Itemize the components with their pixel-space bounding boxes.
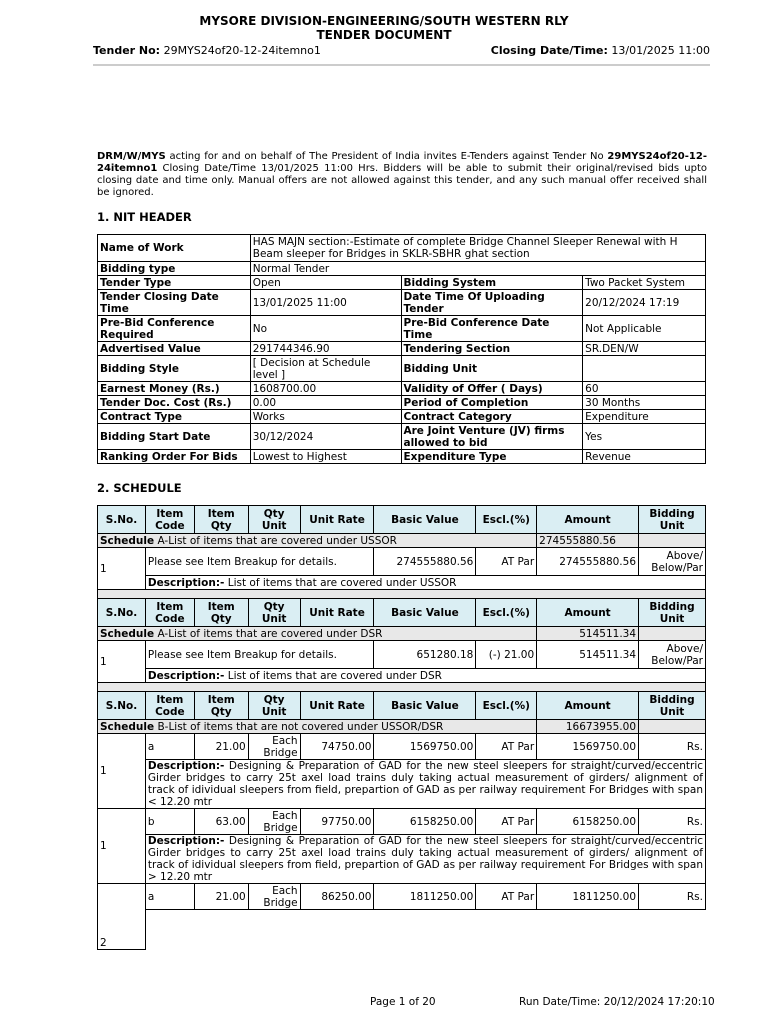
item-amount: 6158250.00	[537, 809, 639, 835]
schedule-blank	[639, 627, 706, 641]
nit-key: Tender Type	[98, 276, 251, 290]
col-header: Amount	[537, 506, 639, 534]
nit-key: Pre-Bid Conference Date Time	[401, 316, 583, 342]
item-escl: AT Par	[476, 809, 537, 835]
item-basic-value: 1569750.00	[374, 734, 476, 760]
tender-no-label: Tender No:	[93, 44, 161, 57]
item-row	[98, 809, 706, 835]
nit-key: Name of Work	[98, 235, 251, 262]
col-header: Escl.(%)	[476, 506, 537, 534]
nit-row	[98, 382, 706, 396]
schedule-row	[98, 720, 706, 734]
item-description	[145, 576, 705, 590]
item-code: Please see Item Breakup for details.	[145, 641, 374, 669]
item-row	[98, 641, 706, 669]
item-description	[145, 669, 705, 683]
nit-row	[98, 396, 706, 410]
schedule-blank	[639, 720, 706, 734]
intro-text-1: acting for and on behalf of The President of India invites E-Tenders against Tender No	[165, 151, 608, 162]
col-header: Basic Value	[374, 692, 476, 720]
item-description	[145, 760, 705, 809]
nit-value: Lowest to Highest	[250, 450, 401, 464]
nit-key: Bidding Unit	[401, 356, 583, 382]
col-header: Item Qty	[194, 506, 248, 534]
nit-row	[98, 316, 706, 342]
item-unit-rate: 74750.00	[300, 734, 374, 760]
schedule-header-row	[98, 692, 706, 720]
col-header: Qty Unit	[248, 506, 300, 534]
description-label: Description:-	[147, 760, 225, 772]
item-unit-rate: 97750.00	[300, 809, 374, 835]
item-bidding-unit: Rs.	[639, 734, 706, 760]
nit-key: Date Time Of Uploading Tender	[401, 290, 583, 316]
nit-key: Bidding Start Date	[98, 424, 251, 450]
schedule-header-row	[98, 506, 706, 534]
nit-value: Expenditure	[583, 410, 706, 424]
intro-text-2: Closing Date/Time 13/01/2025 11:00 Hrs. Bidders will be able to submit their original/revised bids upto closing date and time only. Manual offers are not allowed against this tender, and any such manual offer received shall be ignored.	[97, 163, 707, 198]
schedule-table	[97, 505, 706, 950]
schedule-title	[98, 720, 537, 734]
nit-row	[98, 410, 706, 424]
nit-key: Expenditure Type	[401, 450, 583, 464]
nit-key: Bidding Style	[98, 356, 251, 382]
item-qty: 21.00	[194, 884, 248, 910]
nit-key: Validity of Offer ( Days)	[401, 382, 583, 396]
tender-info-line	[93, 44, 710, 57]
col-header: Qty Unit	[248, 692, 300, 720]
item-amount: 514511.34	[537, 641, 639, 669]
block-gap	[98, 683, 706, 692]
description-label: Description:-	[147, 576, 225, 589]
col-header: Item Code	[145, 599, 194, 627]
item-escl: AT Par	[476, 548, 537, 576]
item-code: a	[145, 884, 194, 910]
schedule-amount: 16673955.00	[537, 720, 639, 734]
run-value: 20/12/2024 17:20:10	[603, 996, 715, 1008]
intro-tender: 29MYS24of20-12-24itemno1	[97, 151, 707, 174]
item-description-row	[98, 835, 706, 884]
item-basic-value: 651280.18	[374, 641, 476, 669]
item-sno: 1	[98, 548, 146, 590]
closing-datetime: 13/01/2025 11:00	[611, 44, 710, 57]
nit-row	[98, 424, 706, 450]
nit-row	[98, 290, 706, 316]
nit-value	[583, 356, 706, 382]
col-header: Item Code	[145, 506, 194, 534]
col-header: Basic Value	[374, 599, 476, 627]
col-header: Basic Value	[374, 506, 476, 534]
item-qty: 21.00	[194, 734, 248, 760]
nit-key: Tender Doc. Cost (Rs.)	[98, 396, 251, 410]
col-header: Bidding Unit	[639, 506, 706, 534]
item-qty-unit: Each Bridge	[248, 734, 300, 760]
col-header: Qty Unit	[248, 599, 300, 627]
item-description	[145, 835, 705, 884]
item-basic-value: 1811250.00	[374, 884, 476, 910]
item-escl: (-) 21.00	[476, 641, 537, 669]
col-header: Escl.(%)	[476, 692, 537, 720]
nit-key: Ranking Order For Bids	[98, 450, 251, 464]
col-header: S.No.	[98, 692, 146, 720]
nit-value: 0.00	[250, 396, 401, 410]
description-text: List of items that are covered under USSOR	[227, 576, 457, 589]
nit-key: Tender Closing Date Time	[98, 290, 251, 316]
col-header: Unit Rate	[300, 599, 374, 627]
tender-no: 29MYS24of20-12-24itemno1	[163, 44, 321, 57]
schedule-title	[98, 534, 537, 548]
schedule-row	[98, 627, 706, 641]
nit-value: [ Decision at Schedule level ]	[250, 356, 401, 382]
closing-info	[491, 44, 710, 57]
item-row	[98, 548, 706, 576]
schedule-label: Schedule	[100, 627, 155, 640]
nit-value: 60	[583, 382, 706, 396]
document-title: TENDER DOCUMENT	[316, 28, 452, 42]
nit-value: 291744346.90	[250, 342, 401, 356]
nit-table	[97, 234, 706, 464]
nit-section-title: 1. NIT HEADER	[97, 210, 192, 224]
nit-value: Open	[250, 276, 401, 290]
item-description-row	[98, 576, 706, 590]
item-bidding-unit: Rs.	[639, 809, 706, 835]
col-header: Escl.(%)	[476, 599, 537, 627]
nit-key: Contract Category	[401, 410, 583, 424]
nit-row	[98, 342, 706, 356]
nit-key: Bidding type	[98, 262, 251, 276]
item-amount: 1569750.00	[537, 734, 639, 760]
schedule-text: A-List of items that are covered under DSR	[157, 627, 383, 640]
nit-value: 30/12/2024	[250, 424, 401, 450]
nit-key: Are Joint Venture (JV) firms allowed to bid	[401, 424, 583, 450]
item-escl: AT Par	[476, 734, 537, 760]
schedule-text: B-List of items that are not covered under USSOR/DSR	[157, 720, 444, 733]
description-label: Description:-	[147, 669, 225, 682]
item-row	[98, 734, 706, 760]
col-header: Amount	[537, 692, 639, 720]
page-number: Page 1 of 20	[370, 996, 436, 1008]
item-code: b	[145, 809, 194, 835]
description-text: List of items that are covered under DSR	[227, 669, 442, 682]
item-description-row	[98, 669, 706, 683]
item-bidding-unit: Above/ Below/Par	[639, 548, 706, 576]
item-description-row	[98, 760, 706, 809]
schedule-row	[98, 534, 706, 548]
item-sno: 2	[98, 884, 146, 950]
nit-key: Pre-Bid Conference Required	[98, 316, 251, 342]
item-amount: 274555880.56	[537, 548, 639, 576]
item-sno: 1	[98, 734, 146, 809]
item-bidding-unit: Rs.	[639, 884, 706, 910]
description-text: Designing & Preparation of GAD for the new steel sleepers for straight/curved/eccentric Girder bridges to carry 25t axel load trains duly taking actual measurement of girders/ alignment of track of idividual sleepers from field, prepartion of GAD as per railway requirement For Bridges with span > 12.20 mtr	[147, 835, 704, 883]
nit-value: SR.DEN/W	[583, 342, 706, 356]
nit-key: Tendering Section	[401, 342, 583, 356]
nit-value: Two Packet System	[583, 276, 706, 290]
item-qty: 63.00	[194, 809, 248, 835]
col-header: S.No.	[98, 599, 146, 627]
item-code: Please see Item Breakup for details.	[145, 548, 374, 576]
nit-value: Revenue	[583, 450, 706, 464]
col-header: Unit Rate	[300, 506, 374, 534]
item-continuation-row	[98, 910, 706, 950]
nit-row	[98, 450, 706, 464]
item-sno: 1	[98, 641, 146, 683]
nit-key: Period of Completion	[401, 396, 583, 410]
col-header: Amount	[537, 599, 639, 627]
nit-row	[98, 276, 706, 290]
nit-value: 20/12/2024 17:19	[583, 290, 706, 316]
closing-label: Closing Date/Time:	[490, 44, 608, 57]
nit-row	[98, 356, 706, 382]
description-label: Description:-	[147, 835, 225, 847]
schedule-section-title: 2. SCHEDULE	[97, 481, 182, 495]
division-title: MYSORE DIVISION-ENGINEERING/SOUTH WESTERN RLY	[199, 14, 569, 28]
item-basic-value: 274555880.56	[374, 548, 476, 576]
col-header: Item Qty	[194, 692, 248, 720]
schedule-amount: 274555880.56	[537, 534, 639, 548]
item-basic-value: 6158250.00	[374, 809, 476, 835]
intro-org: DRM/W/MYS	[97, 151, 166, 162]
run-datetime	[519, 996, 715, 1008]
nit-key: Bidding System	[401, 276, 583, 290]
item-bidding-unit: Above/ Below/Par	[639, 641, 706, 669]
intro-paragraph	[97, 151, 707, 199]
nit-value: Normal Tender	[250, 262, 705, 276]
nit-value: No	[250, 316, 401, 342]
description-text: Designing & Preparation of GAD for the new steel sleepers for straight/curved/eccentric Girder bridges to carry 25t axel load trains duly taking actual measurement of girders/ alignment of track of idividual sleepers from field, prepartion of GAD as per railway requirement For Bridges with span < 12.20 mtr	[147, 760, 704, 808]
schedule-label: Schedule	[100, 720, 155, 733]
nit-key: Advertised Value	[98, 342, 251, 356]
col-header: Item Qty	[194, 599, 248, 627]
schedule-amount: 514511.34	[537, 627, 639, 641]
item-escl: AT Par	[476, 884, 537, 910]
item-qty-unit: Each Bridge	[248, 884, 300, 910]
nit-value: Works	[250, 410, 401, 424]
run-label: Run Date/Time:	[519, 996, 601, 1008]
nit-row-bidding-type	[98, 262, 706, 276]
nit-key: Contract Type	[98, 410, 251, 424]
nit-key: Earnest Money (Rs.)	[98, 382, 251, 396]
document-header	[0, 14, 768, 42]
nit-value: Yes	[583, 424, 706, 450]
item-row	[98, 884, 706, 910]
col-header: Item Code	[145, 692, 194, 720]
col-header: Unit Rate	[300, 692, 374, 720]
nit-value: Not Applicable	[583, 316, 706, 342]
nit-value: 1608700.00	[250, 382, 401, 396]
item-unit-rate: 86250.00	[300, 884, 374, 910]
col-header: Bidding Unit	[639, 599, 706, 627]
item-code: a	[145, 734, 194, 760]
schedule-header-row	[98, 599, 706, 627]
item-continuation	[145, 910, 705, 950]
item-amount: 1811250.00	[537, 884, 639, 910]
item-sno: 1	[98, 809, 146, 884]
col-header: S.No.	[98, 506, 146, 534]
schedule-label: Schedule	[100, 534, 155, 547]
schedule-blank	[639, 534, 706, 548]
item-qty-unit: Each Bridge	[248, 809, 300, 835]
schedule-title	[98, 627, 537, 641]
col-header: Bidding Unit	[639, 692, 706, 720]
header-divider	[93, 64, 710, 66]
nit-value: 13/01/2025 11:00	[250, 290, 401, 316]
nit-row-name-of-work	[98, 235, 706, 262]
nit-value: HAS MAJN section:-Estimate of complete Bridge Channel Sleeper Renewal with H Beam sleeper for Bridges in SKLR-SBHR ghat section	[250, 235, 705, 262]
block-gap	[98, 590, 706, 599]
schedule-text: A-List of items that are covered under USSOR	[157, 534, 397, 547]
nit-value: 30 Months	[583, 396, 706, 410]
